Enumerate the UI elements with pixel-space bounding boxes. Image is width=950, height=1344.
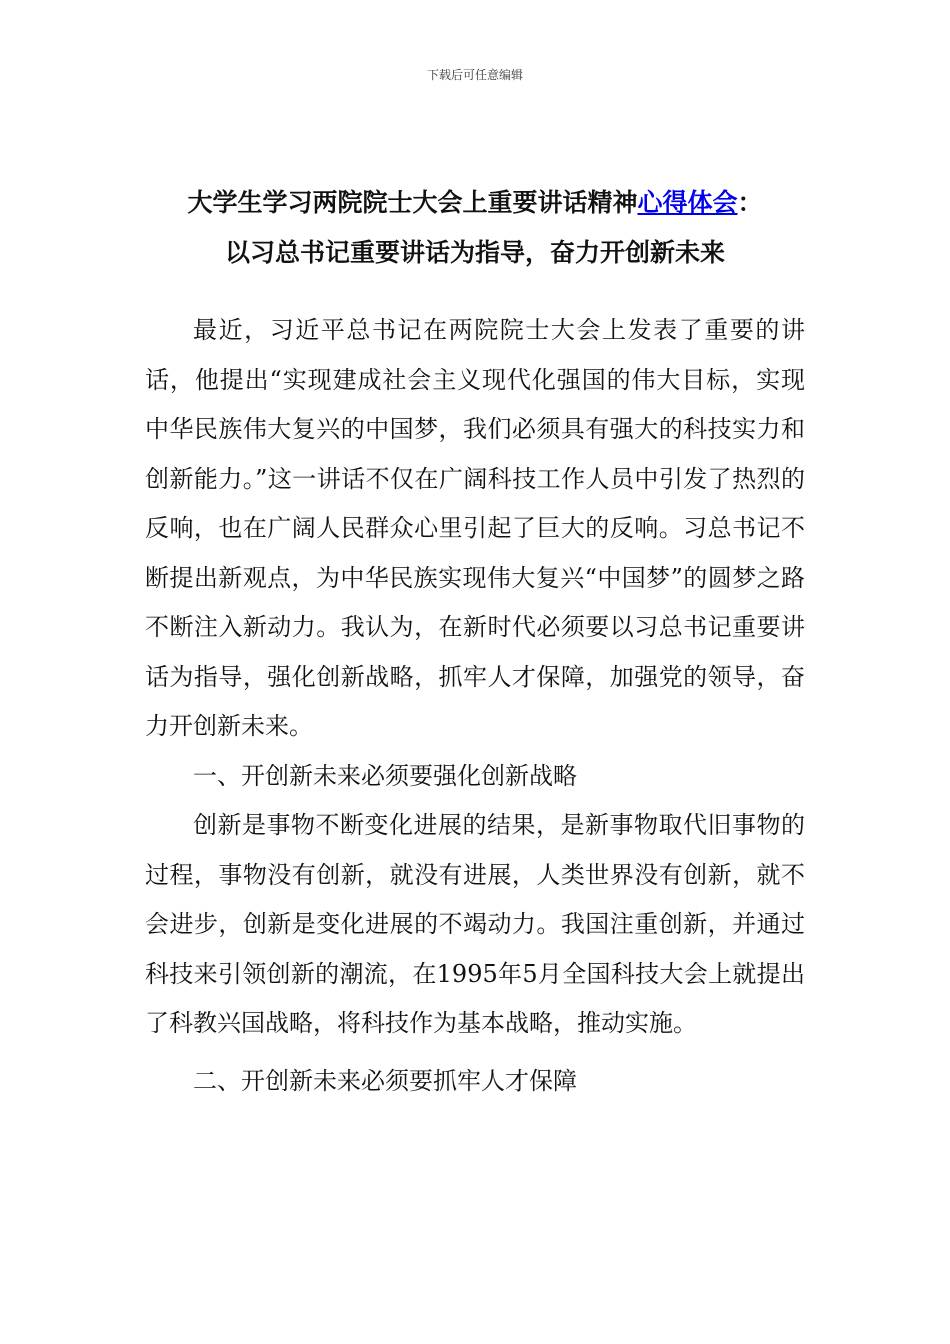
section-heading-2: 二、开创新未来必须要抓牢人才保障 xyxy=(193,1066,577,1095)
section-heading-1: 一、开创新未来必须要强化创新战略 xyxy=(193,761,577,790)
document-title xyxy=(0,178,950,278)
title-line-2: 以习总书记重要讲话为指导，奋力开创新未来 xyxy=(224,238,725,267)
paragraph-intro: 最近，习近平总书记在两院院士大会上发表了重要的讲话，他提出“实现建成社会主义现代化强国的伟大目标，实现中华民族伟大复兴的中国梦，我们必须具有强大的科技实力和创新能力。”这一讲话不仅在广阔科技工作人员中引发了热烈的反响，也在广阔人民群众心里引起了巨大的反响。习总书记不断提出新观点，为中华民族实现伟大复兴“中国梦”的圆梦之路不断注入新动力。我认为，在新时代必须要以习总书记重要讲话为指导，强化创新战略，抓牢人才保障，加强党的领导，奋力开创新未来。 xyxy=(145,316,805,740)
title-line-1 xyxy=(0,178,950,228)
title-suffix: ： xyxy=(737,188,763,217)
title-link-xindetihui[interactable]: 心得体会 xyxy=(637,188,738,217)
document-body xyxy=(145,306,805,1106)
paragraph-innovation: 创新是事物不断变化进展的结果，是新事物取代旧事物的过程，事物没有创新，就没有进展，人类世界没有创新，就不会进步，创新是变化进展的不竭动力。我国注重创新，并通过科技来引领创新的潮流，在1995年5月全国科技大会上就提出了科教兴国战略，将科技作为基本战略，推动实施。 xyxy=(145,811,805,1037)
title-prefix: 大学生学习两院院士大会上重要讲话精神 xyxy=(187,188,638,217)
page-header-note: 下载后可任意编辑 xyxy=(426,68,523,82)
